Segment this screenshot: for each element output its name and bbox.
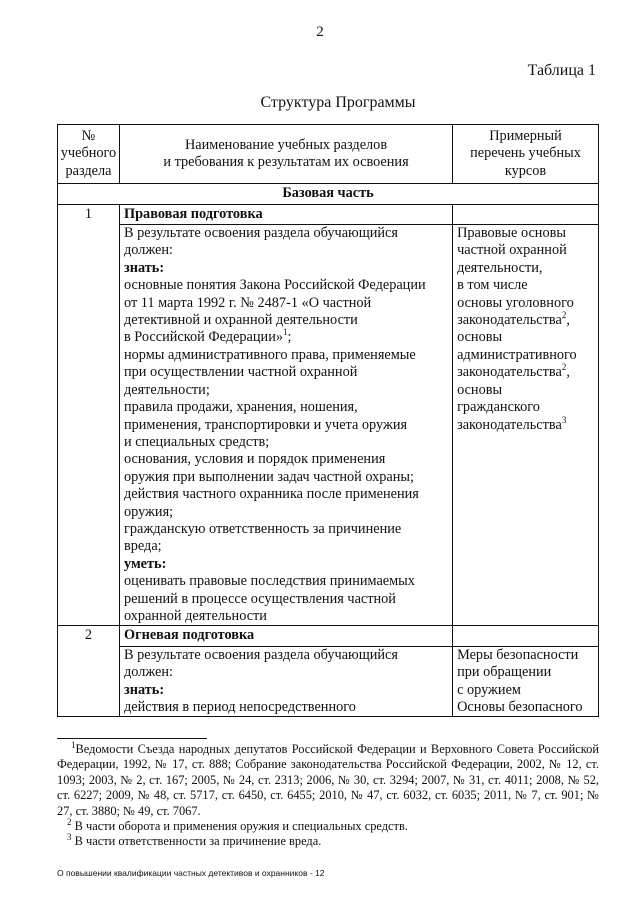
subject-courses-empty	[453, 626, 599, 646]
requirement-line: при осуществлении частной охранной	[123, 364, 358, 381]
requirement-line: нормы административного права, применяемые	[123, 346, 416, 363]
subject-requirements	[119, 646, 452, 717]
table-label: Таблица 1	[527, 62, 596, 79]
requirement-line: в Российской Федерации»$^1$;	[123, 327, 292, 346]
course-line: в том числе	[457, 277, 528, 294]
requirement-line: гражданскую ответственность за причинение	[123, 520, 402, 537]
subject-title-row	[58, 204, 599, 224]
footnote-text: В части оборота и применения оружия и специальных средств.	[74, 819, 408, 834]
footnote-ref: 1	[283, 327, 288, 338]
subject-courses-empty	[453, 204, 599, 224]
header-courses: Примерный перечень учебных курсов	[453, 125, 599, 184]
subject-requirements	[119, 225, 452, 626]
course-line: с оружием	[457, 681, 521, 698]
requirement-line: В результате освоения раздела обучающийся	[123, 225, 398, 242]
footnote-mark: 1	[71, 739, 76, 750]
requirement-line: должен:	[123, 242, 174, 259]
subject-number: 2	[58, 626, 120, 717]
requirement-line: действия частного охранника после применения	[123, 486, 419, 503]
running-footer: О повышении квалификации частных детективов и охранников - 12	[57, 868, 325, 878]
course-line: основы уголовного	[457, 294, 574, 311]
subject-number: 1	[58, 204, 120, 626]
requirement-line: деятельности;	[123, 381, 210, 398]
program-structure-table	[57, 124, 599, 717]
footnote-ref: 3	[561, 414, 567, 425]
footnote-ref: 2	[561, 362, 567, 373]
course-line: Правовые основы	[457, 225, 566, 242]
footnote-text: В части ответственности за причинение вреда.	[74, 834, 322, 849]
requirement-line: охранной деятельности	[123, 607, 267, 624]
requirement-line: В результате освоения раздела обучающийся	[123, 646, 398, 663]
section-row	[58, 184, 599, 204]
footnote	[57, 834, 599, 849]
subject-content-row	[58, 646, 599, 717]
requirement-line: решений в процессе осуществления частной	[123, 590, 396, 607]
footnote-text: Ведомости Съезда народных депутатов Российской Федерации и Верховного Совета Российской Федерации, 1992, № 17, ст. 888; Собрание законодательства Российской Федерации, 2002, № 12, ст. 1093; 2003, № 2, ст. 167; 2005, № 24, ст. 2313; 2006, № 30, ст. 3294; 2007, № 31, ст. 4011; 2008, № 52, ст. 6227; 2009, № 48, ст. 5717, ст. 6450, ст. 6455; 2010, № 47, ст. 6032, ст. 6035; 2011, № 7, ст. 901; № 27, ст. 3880; № 49, ст. 7067.	[57, 742, 599, 818]
subject-title-row	[58, 626, 599, 646]
requirement-line: оружия;	[123, 503, 174, 520]
footnote-ref: 2	[561, 310, 567, 321]
course-line: деятельности,	[457, 259, 543, 276]
subject-content-row	[58, 225, 599, 626]
subject-title: Огневая подготовка	[119, 626, 452, 646]
requirement-line: правила продажи, хранения, ношения,	[123, 399, 358, 416]
document-title: Структура Программы	[260, 94, 416, 111]
course-line: законодательства$^2$,	[457, 310, 570, 329]
course-line: гражданского	[457, 399, 540, 416]
course-line: Меры безопасности	[457, 646, 579, 663]
section-title: Базовая часть	[58, 184, 599, 204]
subject-courses	[453, 225, 599, 626]
course-line: при обращении	[457, 664, 552, 681]
requirement-line: оружия при выполнении задач частной охраны;	[123, 468, 415, 485]
requirement-line: основания, условия и порядок применения	[123, 451, 386, 468]
requirement-line: применения, транспортировки и учета оружия	[123, 416, 408, 433]
footnote	[57, 816, 599, 834]
requirement-line: вреда;	[123, 538, 162, 555]
table-header-row	[58, 125, 599, 184]
course-line: административного	[457, 346, 577, 363]
course-line: законодательства$^2$,	[457, 362, 570, 381]
requirement-line: основные понятия Закона Российской Федерации	[123, 277, 426, 294]
course-line: частной охранной	[457, 242, 567, 259]
page-number: 2	[316, 24, 324, 40]
requirement-line: знать:	[123, 259, 165, 276]
requirement-line: оценивать правовые последствия принимаемых	[123, 573, 415, 590]
footnote-mark: 2	[67, 816, 72, 827]
subject-courses	[453, 646, 599, 717]
header-name: Наименование учебных разделов и требования к результатам их освоения	[119, 125, 452, 184]
requirement-line: уметь:	[123, 555, 167, 572]
course-line: основы	[457, 329, 503, 346]
footnotes	[57, 739, 599, 850]
requirement-line: должен:	[123, 664, 174, 681]
subject-title: Правовая подготовка	[119, 204, 452, 224]
requirement-line: от 11 марта 1992 г. № 2487-1 «О частной	[123, 294, 372, 311]
header-number: № учебного раздела	[58, 125, 120, 184]
requirement-line: действия в период непосредственного	[123, 699, 356, 715]
requirement-line: и специальных средств;	[123, 433, 270, 450]
requirement-line: детективной и охранной деятельности	[123, 312, 358, 329]
footnote-divider	[57, 738, 207, 739]
footnote-mark: 3	[67, 832, 72, 843]
course-line: основы	[457, 381, 503, 398]
requirement-line: знать:	[123, 681, 165, 698]
footnote	[57, 739, 599, 819]
course-line: Основы безопасного	[457, 699, 583, 715]
course-line: законодательства$^3$	[457, 414, 567, 433]
